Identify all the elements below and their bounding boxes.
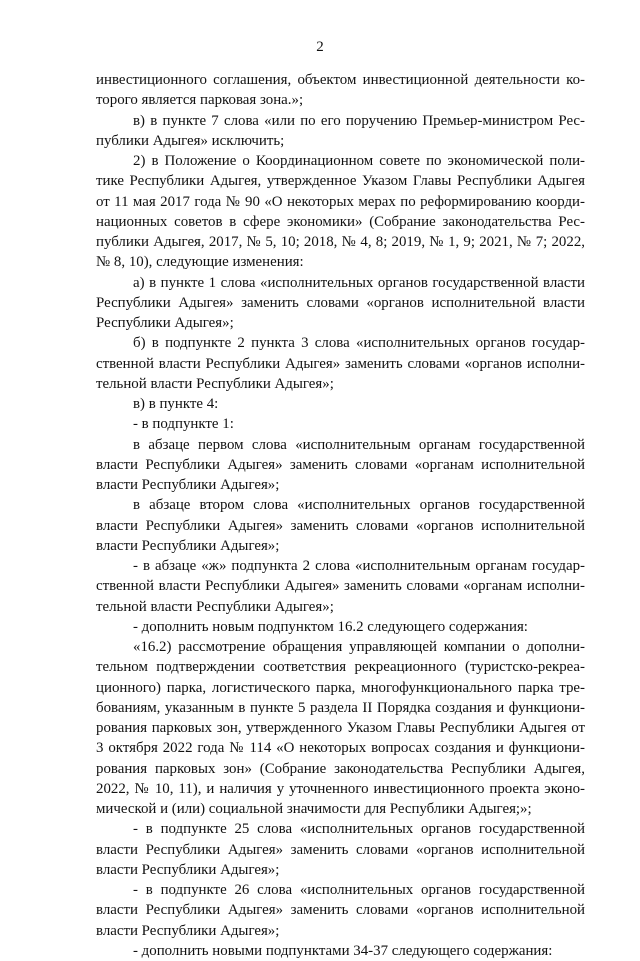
text-line: - дополнить новым подпунктом 16.2 следующего содержания: bbox=[133, 618, 528, 635]
text-line: - в подпункте 1: bbox=[133, 416, 234, 433]
text-line: власти Республики Адыгея» заменить словами «органов исполнительной bbox=[96, 902, 585, 919]
text-line: ционного) парка, логистического парка, многофункционального парка тре- bbox=[96, 679, 585, 696]
text-line: инвестиционного соглашения, объектом инвестиционной деятельности ко- bbox=[96, 72, 585, 88]
text-line: - дополнить новыми подпунктами 34-37 следующего содержания: bbox=[133, 942, 553, 959]
text-line: № 8, 10), следующие изменения: bbox=[96, 254, 304, 271]
text-line: - в подпункте 25 слова «исполнительных органов государственной bbox=[133, 821, 585, 838]
text-line: рования парковых зон» (Собрание законодательства Республики Адыгея, bbox=[96, 760, 585, 777]
text-line: торого является парковая зона.»; bbox=[96, 92, 304, 109]
text-line: ственной власти Республики Адыгея» заменить словами «органов исполни- bbox=[96, 355, 585, 372]
text-line: власти Республики Адыгея» заменить словами «органов исполнительной bbox=[96, 517, 585, 534]
text-line: власти Республики Адыгея»; bbox=[96, 861, 280, 878]
text-line: «16.2) рассмотрение обращения управляющей компании о дополни- bbox=[133, 639, 585, 655]
text-line: власти Республики Адыгея»; bbox=[96, 922, 280, 939]
text-line: б) в подпункте 2 пункта 3 слова «исполнительных органов государ- bbox=[133, 335, 585, 352]
text-line: ственной власти Республики Адыгея» заменить словами «органам исполни- bbox=[96, 578, 585, 595]
text-line: власти Республики Адыгея»; bbox=[96, 537, 280, 554]
text-line: публики Адыгея» исключить; bbox=[96, 132, 285, 149]
text-line: в) в пункте 4: bbox=[133, 396, 219, 412]
text-line: в абзаце первом слова «исполнительным органам государственной bbox=[133, 436, 585, 453]
text-line: власти Республики Адыгея»; bbox=[96, 477, 280, 493]
text-line: тике Республики Адыгея, утвержденное Указом Главы Республики Адыгея bbox=[96, 173, 585, 190]
text-line: Республики Адыгея» заменить словами «органов исполнительной власти bbox=[96, 294, 585, 311]
text-line: 2022, № 10, 11), и наличия у уточненного инвестиционного проекта эконо- bbox=[96, 780, 585, 797]
text-line: публики Адыгея, 2017, № 5, 10; 2018, № 4, 8; 2019, № 1, 9; 2021, № 7; 2022, bbox=[96, 234, 585, 250]
page-number: 2 bbox=[316, 39, 324, 55]
text-line: рования парковых зон, утвержденного Указом Главы Республики Адыгея от bbox=[96, 720, 585, 736]
text-line: от 11 мая 2017 года № 90 «О некоторых мерах по реформированию коорди- bbox=[96, 193, 585, 210]
text-line: власти Республики Адыгея» заменить словами «органов исполнительной bbox=[96, 841, 585, 858]
text-line: тельной власти Республики Адыгея»; bbox=[96, 375, 334, 392]
text-line: тельной власти Республики Адыгея»; bbox=[96, 598, 334, 615]
text-line: в абзаце втором слова «исполнительных органов государственной bbox=[133, 497, 585, 514]
text-line: 2) в Положение о Координационном совете по экономической поли- bbox=[133, 153, 585, 169]
text-line: национных советов в сфере экономики» (Собрание законодательства Рес- bbox=[96, 213, 585, 230]
text-line: в) в пункте 7 слова «или по его поручению Премьер-министром Рес- bbox=[133, 112, 585, 129]
text-line: мической и (или) социальной значимости для Республики Адыгея;»; bbox=[96, 801, 532, 817]
text-line: власти Республики Адыгея» заменить словами «органам исполнительной bbox=[96, 456, 585, 473]
text-line: - в абзаце «ж» подпункта 2 слова «исполнительным органам государ- bbox=[133, 558, 585, 574]
text-line: 3 октября 2022 года № 114 «О некоторых вопросах создания и функциони- bbox=[96, 740, 585, 757]
text-line: а) в пункте 1 слова «исполнительных органов государственной власти bbox=[133, 274, 585, 291]
document-body bbox=[96, 70, 585, 961]
text-line: - в подпункте 26 слова «исполнительных органов государственной bbox=[133, 882, 585, 898]
text-line: бованиям, указанным в пункте 5 раздела II Порядка создания и функциони- bbox=[96, 699, 585, 716]
text-line: Республики Адыгея»; bbox=[96, 315, 234, 331]
text-line: тельном подтверждении соответствия рекреационного (туристско-рекреа- bbox=[96, 659, 585, 676]
